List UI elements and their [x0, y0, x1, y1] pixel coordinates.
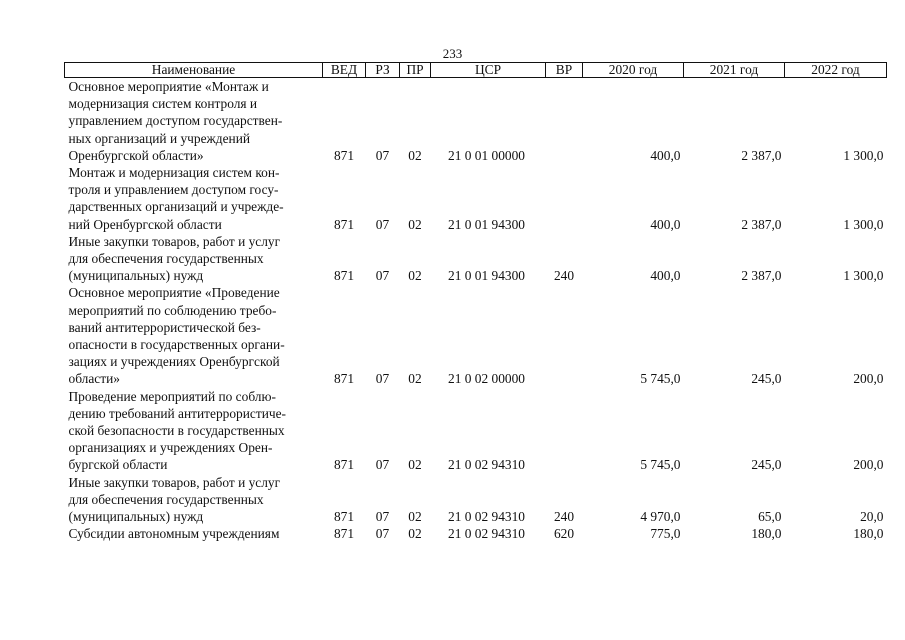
name-line: (муниципальных) нужд	[68, 268, 204, 284]
cell-name	[65, 233, 323, 285]
cell-ved: 871	[333, 147, 355, 163]
cell-csr: 21 0 02 94310	[448, 457, 525, 473]
table-row	[65, 78, 887, 165]
name-line: ской безопасности в государственных	[68, 423, 285, 439]
name-line: ваний антитеррористической без-	[68, 319, 261, 335]
cell-vr: 240	[553, 268, 575, 284]
cell-rz: 07	[375, 268, 390, 284]
cell-pr: 02	[408, 268, 422, 284]
header-rz: РЗ	[366, 63, 400, 78]
name-line: организациях и учреждениях Орен-	[68, 440, 273, 456]
cell-rz: 07	[375, 526, 390, 542]
cell-2020: 400,0	[650, 147, 681, 163]
cell-2021: 245,0	[751, 371, 782, 387]
name-line: опасности в государственных органи-	[68, 337, 285, 353]
cell-2021: 2 387,0	[741, 268, 782, 284]
name-line: дарственных организаций и учрежде-	[68, 199, 284, 215]
cell-csr: 21 0 01 94300	[448, 216, 525, 232]
name-line: зациях и учреждениях Оренбургской	[68, 354, 280, 370]
name-line: области»	[68, 371, 120, 387]
cell-csr: 21 0 02 00000	[448, 371, 525, 387]
cell-pr: 02	[408, 371, 422, 387]
cell-2021: 245,0	[751, 457, 782, 473]
name-line: Основное мероприятие «Монтаж и	[68, 79, 269, 94]
name-line: ных организаций и учреждений	[68, 130, 251, 146]
cell-2020: 4 970,0	[640, 509, 681, 525]
cell-2022: 1 300,0	[843, 216, 884, 232]
header-2022: 2022 год	[785, 63, 887, 78]
cell-ved: 871	[333, 457, 355, 473]
table-row	[65, 388, 887, 474]
cell-2020: 775,0	[650, 526, 681, 542]
name-line: Проведение мероприятий по соблю-	[68, 388, 276, 404]
cell-2020: 400,0	[650, 216, 681, 232]
cell-rz: 07	[375, 457, 390, 473]
cell-pr: 02	[408, 526, 422, 542]
cell-csr: 21 0 01 00000	[448, 147, 525, 163]
cell-name	[65, 388, 323, 474]
cell-rz: 07	[375, 509, 390, 525]
header-2021: 2021 год	[684, 63, 785, 78]
cell-2022: 20,0	[860, 509, 884, 525]
cell-vr: 620	[553, 526, 575, 542]
cell-vr	[546, 388, 583, 474]
cell-2022: 200,0	[853, 457, 884, 473]
cell-csr: 21 0 02 94310	[448, 509, 525, 525]
cell-name	[65, 78, 323, 165]
table-row	[65, 164, 887, 233]
cell-2022: 200,0	[853, 371, 884, 387]
name-line: Основное мероприятие «Проведение	[68, 285, 280, 301]
name-line: (муниципальных) нужд	[68, 509, 204, 525]
name-line: ний Оренбургской области	[68, 216, 222, 232]
cell-vr	[546, 78, 583, 165]
table-row	[65, 525, 887, 542]
page-number: 233	[442, 46, 463, 61]
cell-2021: 2 387,0	[741, 147, 782, 163]
name-line: модернизация систем контроля и	[68, 96, 258, 112]
cell-vr: 240	[553, 509, 575, 525]
name-line: троля и управлением доступом госу-	[68, 182, 279, 198]
cell-name	[65, 164, 323, 233]
cell-pr: 02	[408, 147, 422, 163]
cell-pr: 02	[408, 509, 422, 525]
cell-ved: 871	[333, 216, 355, 232]
cell-csr: 21 0 02 94310	[448, 526, 525, 542]
cell-vr	[546, 164, 583, 233]
cell-name	[65, 525, 323, 542]
cell-2020: 5 745,0	[640, 371, 681, 387]
cell-pr: 02	[408, 216, 422, 232]
name-line: для обеспечения государственных	[68, 491, 264, 507]
name-line: мероприятий по соблюдению требо-	[68, 302, 277, 318]
cell-2021: 65,0	[758, 509, 782, 525]
name-line: Оренбургской области»	[68, 147, 204, 163]
table-row	[65, 233, 887, 285]
header-name: Наименование	[65, 63, 323, 78]
header-vr: ВР	[546, 63, 583, 78]
table-header-row	[65, 63, 887, 78]
header-2020: 2020 год	[583, 63, 684, 78]
cell-name	[65, 284, 323, 387]
cell-2021: 2 387,0	[741, 216, 782, 232]
cell-2020: 5 745,0	[640, 457, 681, 473]
header-ved: ВЕД	[323, 63, 366, 78]
cell-ved: 871	[333, 371, 355, 387]
cell-2022: 180,0	[853, 526, 884, 542]
cell-rz: 07	[375, 371, 390, 387]
table-row	[65, 474, 887, 526]
cell-2021: 180,0	[751, 526, 782, 542]
budget-table	[64, 62, 887, 542]
cell-2020: 400,0	[650, 268, 681, 284]
header-csr: ЦСР	[431, 63, 546, 78]
cell-pr: 02	[408, 457, 422, 473]
cell-2022: 1 300,0	[843, 147, 884, 163]
cell-2022: 1 300,0	[843, 268, 884, 284]
name-line: Субсидии автономным учреждениям	[68, 526, 280, 542]
name-line: дению требований антитеррористиче-	[68, 405, 287, 421]
cell-ved: 871	[333, 526, 355, 542]
name-line: Иные закупки товаров, работ и услуг	[68, 474, 281, 490]
cell-rz: 07	[375, 216, 390, 232]
name-line: Иные закупки товаров, работ и услуг	[68, 233, 281, 249]
name-line: управлением доступом государствен-	[68, 113, 283, 129]
header-pr: ПР	[400, 63, 431, 78]
cell-csr: 21 0 01 94300	[448, 268, 525, 284]
name-line: бургской области	[68, 457, 168, 473]
cell-ved: 871	[333, 268, 355, 284]
name-line: для обеспечения государственных	[68, 251, 264, 267]
table-body	[65, 78, 887, 543]
cell-rz: 07	[375, 147, 390, 163]
name-line: Монтаж и модернизация систем кон-	[68, 165, 280, 181]
cell-name	[65, 474, 323, 526]
cell-ved: 871	[333, 509, 355, 525]
table-row	[65, 284, 887, 387]
cell-vr	[546, 284, 583, 387]
